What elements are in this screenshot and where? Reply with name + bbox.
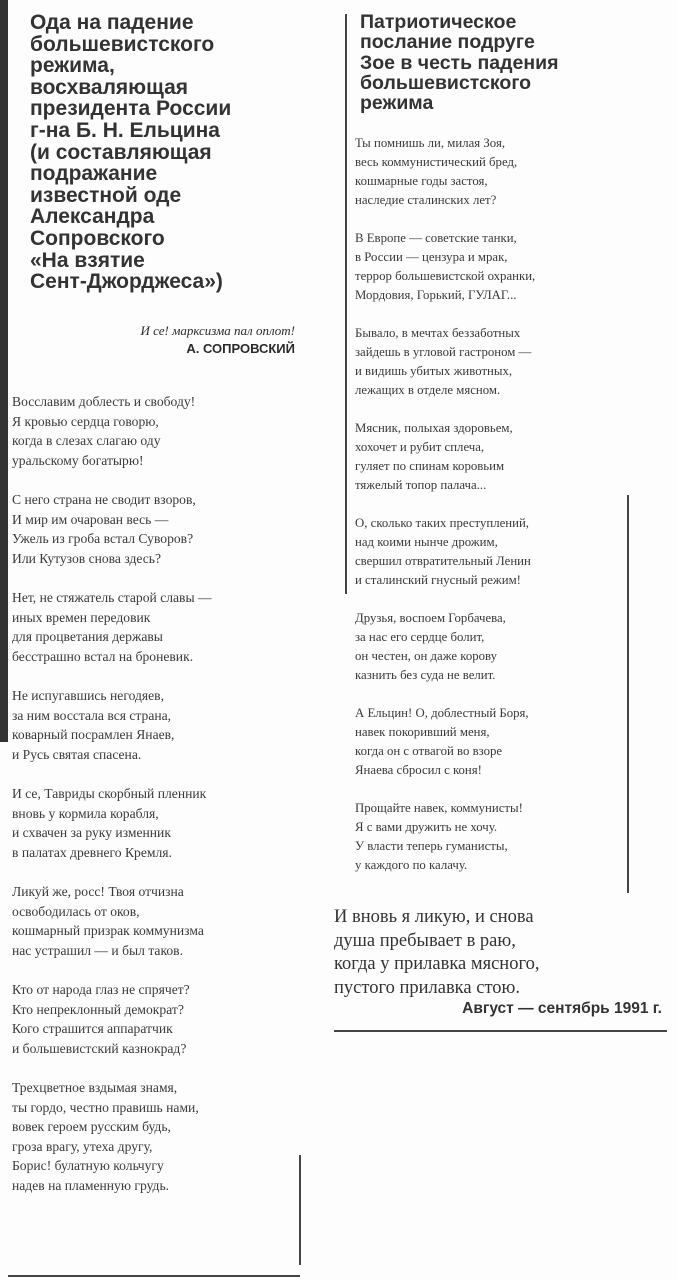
stanza: Восславим доблесть и свободу! Я кровью сердца говорю, когда в слезах слагаю оду уральскому богатырю! <box>12 394 196 468</box>
left-column-bar <box>0 0 8 742</box>
divider-line <box>345 14 347 594</box>
stanza: И се, Тавриды скорбный пленник вновь у кормила корабля, и схвачен за руку изменник в палатах древнего Кремля. <box>12 786 207 860</box>
stanza: Трехцветное вздымая знамя, ты гордо, честно правишь нами, вовек героем русским будь, гроза врагу, утеха другу, Борис! булатную кольчугу надев на пламенную грудь. <box>12 1080 199 1193</box>
final-stanza: И вновь я ликую, и снова душа пребывает в раю, когда у прилавка мясного, пустого прилавка стою. <box>334 907 540 998</box>
bottom-rule <box>8 1275 300 1277</box>
stanza: О, сколько таких преступлений, над коими нынче дрожим, свершил отвратительный Ленин и сталинский гнусный режим! <box>355 516 531 587</box>
epigraph: И се! марксизма пал оплот! <box>140 323 295 338</box>
bottom-rule <box>334 1030 667 1032</box>
stanza: Ликуй же, росс! Твоя отчизна освободилась от оков, кошмарный призрак коммунизма нас устрашил — и был таков. <box>12 884 204 958</box>
epistle-title: Патриотическое послание подруге Зое в честь падения большевистского режима <box>360 11 559 115</box>
stanza: Ты помнишь ли, милая Зоя, весь коммунистический бред, кошмарные годы застоя, наследие сталинских лет? <box>355 136 518 207</box>
author-name: А. СОПРОВСКИЙ <box>186 341 295 356</box>
ode-poem <box>12 392 302 1215</box>
ode-title: Ода на падение большевистского режима, восхваляющая президента России г-на Б. Н. Ельцина (и составляющая подражание известной оде Александра Сопровского «На взятие Сент-Джорджеса») <box>30 11 232 294</box>
stanza: А Ельцин! О, доблестный Боря, навек покоривший меня, когда он с отвагой во взоре Янаева сбросил с коня! <box>355 706 529 777</box>
stanza: Нет, не стяжатель старой славы — иных времен передовик для процветания державы бесстрашно встал на броневик. <box>12 590 212 664</box>
epistle-poem <box>355 134 625 894</box>
stanza: В Европе — советские танки, в России — цензура и мрак, террор большевистской охранки, Мордовия, Горький, ГУЛАГ... <box>355 231 536 302</box>
stanza: Мясник, полыхая здоровьем, хохочет и рубит сплеча, гуляет по спинам коровьим тяжелый топор палача... <box>355 421 513 492</box>
stanza: Друзья, воспоем Горбачева, за нас его сердце болит, он честен, он даже корову казнить без суда не велит. <box>355 611 506 682</box>
stanza: Бывало, в мечтах беззаботных зайдешь в угловой гастроном — и видишь убитых животных, лежащих в отделе мясном. <box>355 326 532 397</box>
stanza: Не испугавшись негодяев, за ним восстала вся страна, коварный посрамлен Янаев, и Русь святая спасена. <box>12 688 175 762</box>
divider-line <box>299 1155 301 1265</box>
stanza: Прощайте навек, коммунисты! Я с вами дружить не хочу. У власти теперь гуманисты, у каждого по калачу. <box>355 801 523 872</box>
stanza: Кто от народа глаз не спрячет? Кто непреклонный демократ? Кого страшится аппаратчик и большевистский казнокрад? <box>12 982 190 1056</box>
poem-date: Август — сентябрь 1991 г. <box>462 1000 662 1017</box>
stanza: С него страна не сводит взоров, И мир им очарован весь — Ужель из гроба встал Суворов? Или Кутузов снова здесь? <box>12 492 196 566</box>
divider-line <box>627 495 629 893</box>
